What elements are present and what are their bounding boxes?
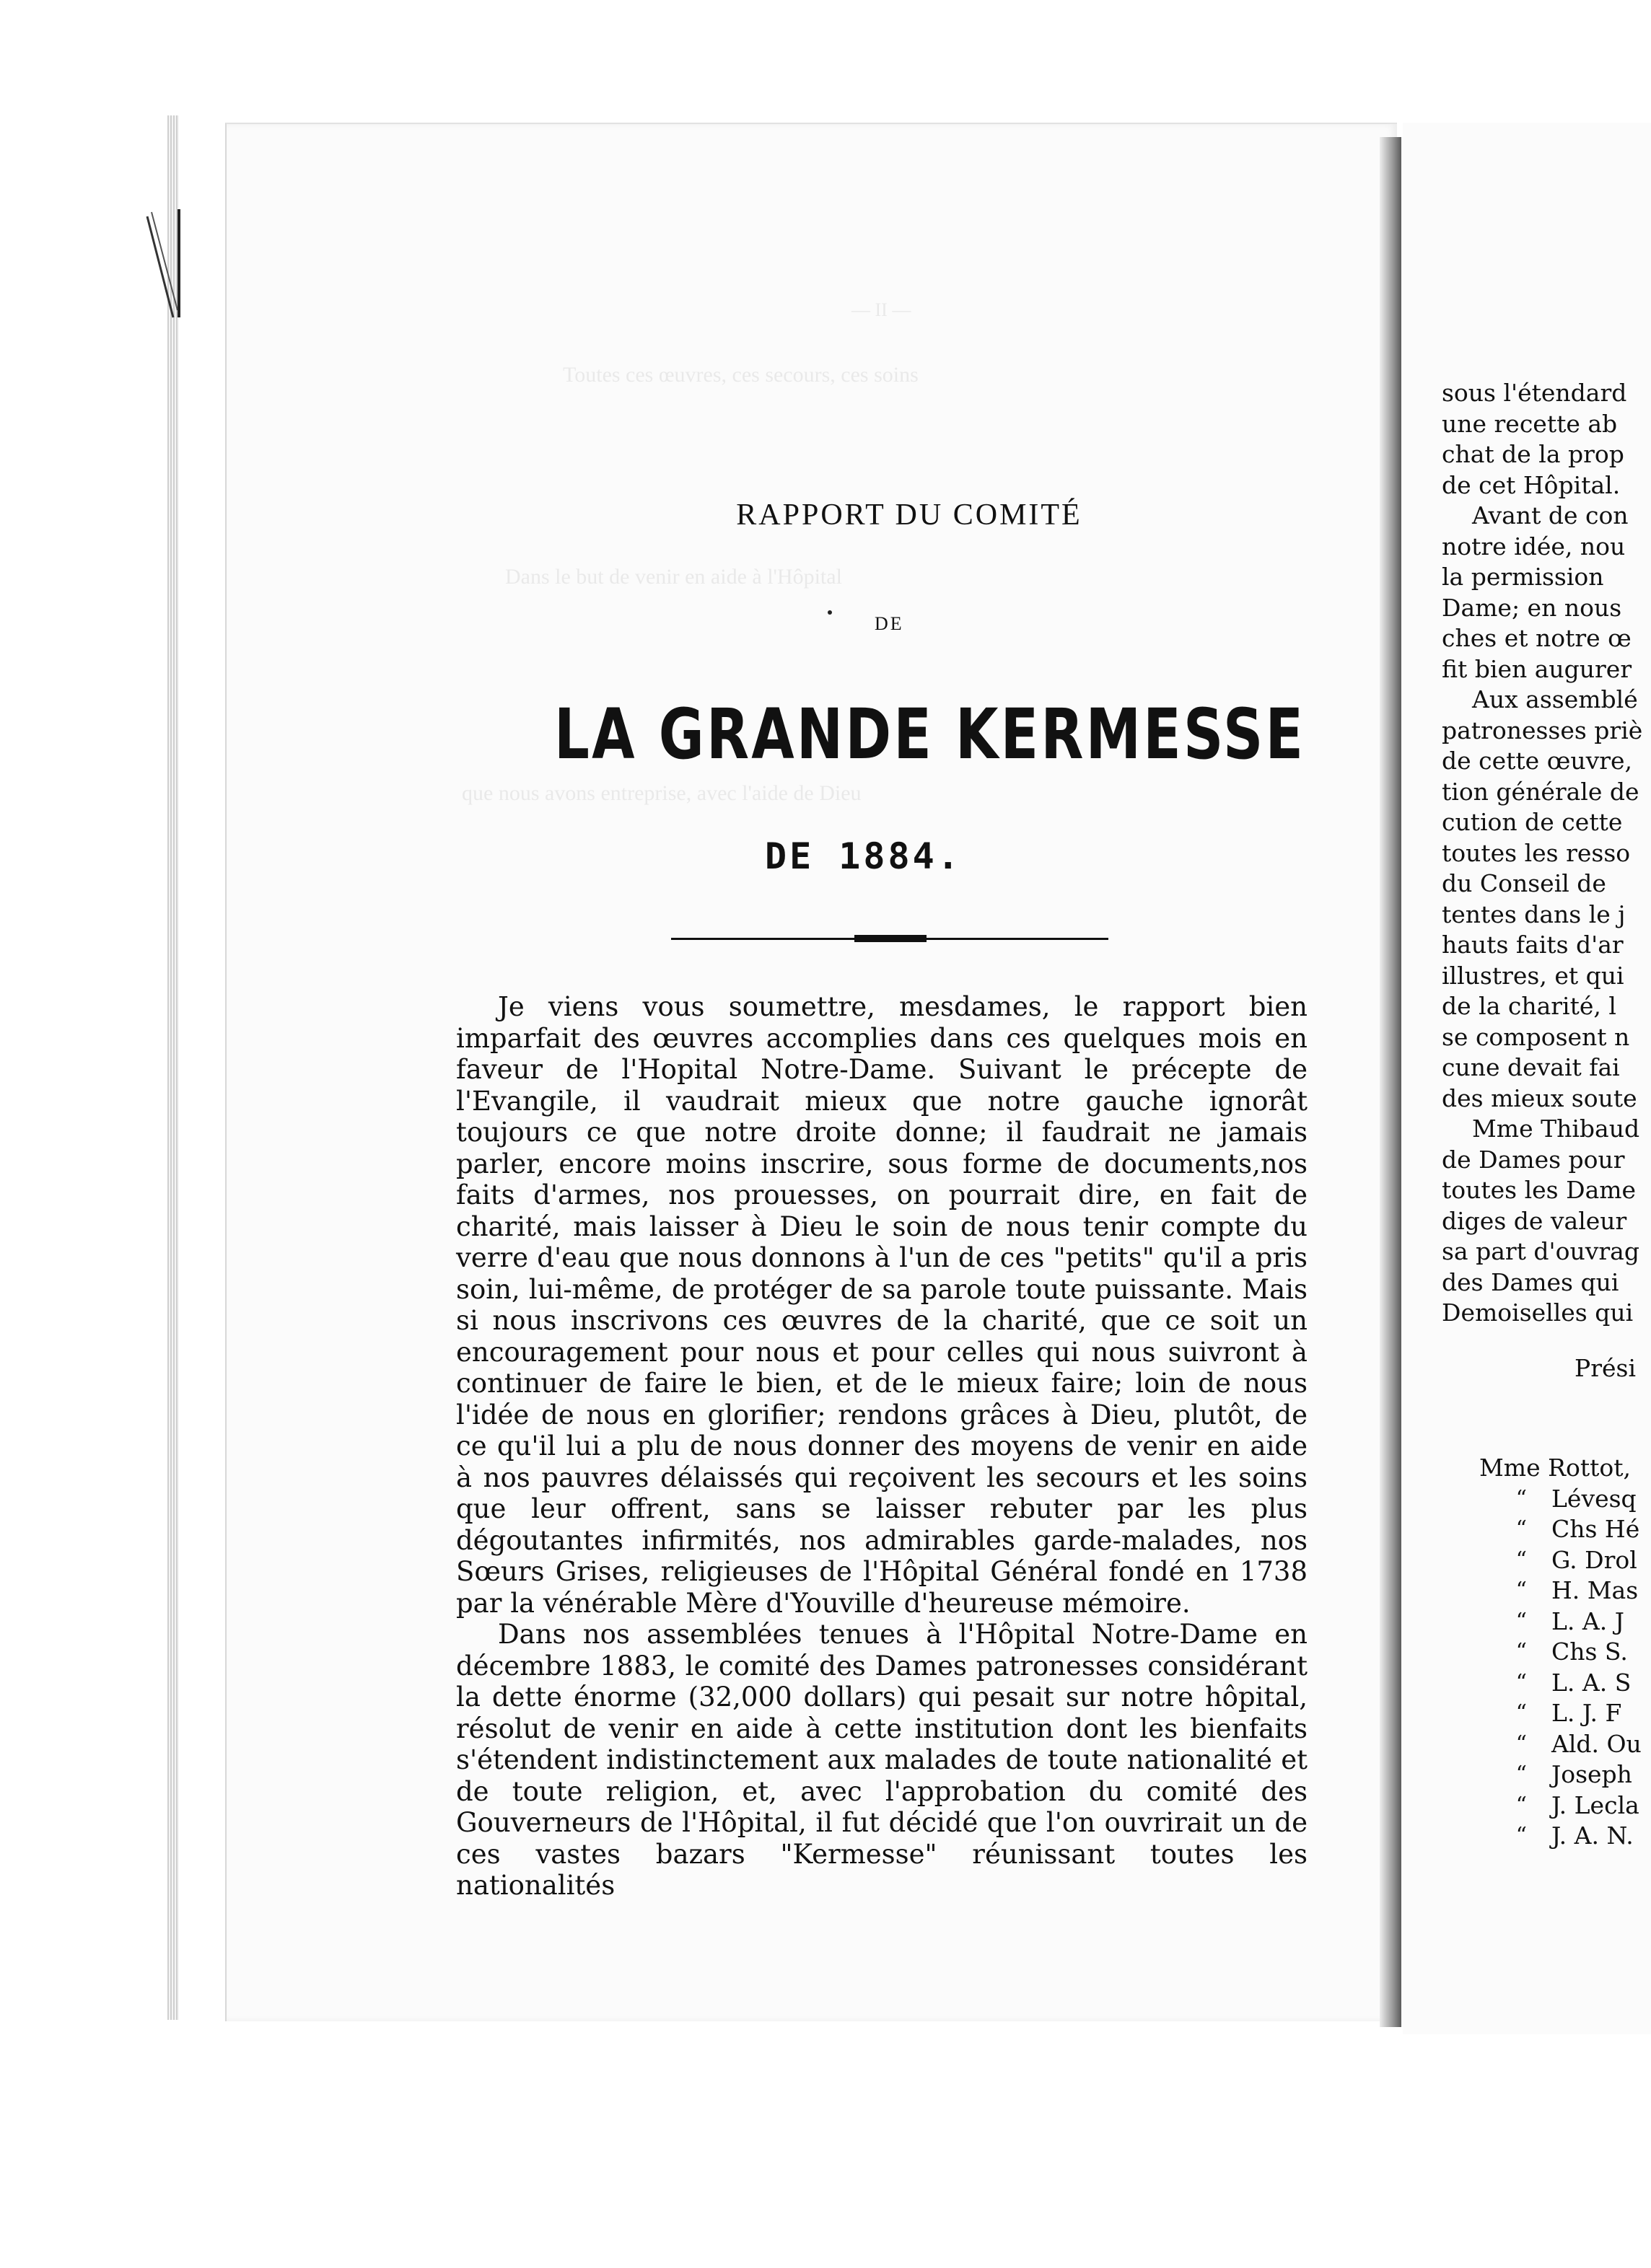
ditto-mark: “	[1515, 1700, 1527, 1726]
right-page-line: cution de cette	[1442, 808, 1623, 836]
list-item-name: L. A. S	[1551, 1668, 1632, 1697]
right-page-line: des mieux soute	[1442, 1084, 1637, 1112]
show-through-text: — II —	[851, 299, 911, 320]
right-page-line: se composent n	[1442, 1022, 1630, 1051]
list-item-name: H. Mas	[1551, 1576, 1639, 1604]
ditto-mark: “	[1515, 1578, 1527, 1603]
list-item-name: G. Drol	[1551, 1545, 1637, 1574]
book-gutter	[1380, 137, 1401, 2027]
right-page-line: de la charité, l	[1442, 992, 1616, 1020]
right-page-line: Dame; en nous	[1442, 593, 1622, 622]
mme-label: Mme Rottot,	[1479, 1454, 1631, 1482]
ornament-dot	[828, 610, 832, 615]
ditto-mark: “	[1515, 1731, 1527, 1757]
presidence-heading: Prési	[1575, 1353, 1636, 1382]
right-page-line: Avant de con	[1472, 501, 1629, 529]
ditto-mark: “	[1515, 1639, 1527, 1664]
page-subtitle: DE 1884.	[765, 835, 962, 877]
ditto-mark: “	[1515, 1762, 1527, 1787]
right-page-line: toutes les Dame	[1442, 1176, 1637, 1204]
right-page-line: du Conseil de	[1442, 869, 1606, 897]
list-item-name: Lévesq	[1551, 1484, 1637, 1513]
right-page-line: cune devait fai	[1442, 1053, 1620, 1081]
right-page-line: sous l'étendard	[1442, 379, 1627, 407]
list-item-name: Chs Hé	[1551, 1515, 1640, 1543]
list-item	[1505, 1637, 1651, 1668]
list-item	[1505, 1575, 1651, 1606]
right-page-line: illustres, et qui	[1442, 961, 1624, 990]
right-page-line: fit bien augurer	[1442, 654, 1632, 683]
report-heading: RAPPORT DU COMITÉ	[736, 498, 1082, 532]
list-item	[1505, 1821, 1651, 1852]
list-item-name: Chs S.	[1551, 1638, 1628, 1666]
list-item	[1505, 1729, 1651, 1760]
right-page-line: sa part d'ouvrag	[1442, 1237, 1639, 1265]
list-item	[1505, 1606, 1651, 1638]
show-through-text: Toutes ces œuvres, ces secours, ces soins	[563, 363, 919, 387]
right-page-line: tentes dans le j	[1442, 900, 1626, 928]
ditto-mark: “	[1515, 1792, 1527, 1818]
list-item-name: Ald. Ou	[1551, 1729, 1642, 1758]
list-item	[1505, 1484, 1651, 1515]
list-item-name: Joseph	[1551, 1760, 1632, 1788]
right-page-line: des Dames qui	[1442, 1267, 1619, 1296]
ditto-mark: “	[1515, 1823, 1527, 1848]
list-item	[1505, 1790, 1651, 1821]
list-item	[1505, 1514, 1651, 1545]
paragraph: Dans nos assemblées tenues à l'Hôpital Notre-Dame en décembre 1883, le comité des Dames patronesses considérant la dette énorme (32,000 dollars) qui pesait sur notre hôpital, résolut de venir en aide à cette institution dont les bienfaits s'étendent indistinctement aux malades de toute nationalité et de toute religion, et, avec l'approbation du comité des Gouverneurs de l'Hôpital, il fut décidé que l'on ouvrirait un de ces vastes bazars "Kermesse" réunissant toutes les nationalités	[456, 1619, 1308, 1901]
list-item-name: L. A. J	[1551, 1606, 1624, 1635]
right-page-line: de cette œuvre,	[1442, 747, 1633, 775]
right-page-line: chat de la prop	[1442, 440, 1624, 468]
list-item	[1505, 1698, 1651, 1729]
list-item	[1505, 1759, 1651, 1790]
right-page-line: une recette ab	[1442, 409, 1618, 438]
page-title: LA GRANDE KERMESSE	[554, 694, 1306, 775]
patroness-list	[1442, 1484, 1651, 1852]
right-page-text	[1442, 378, 1651, 1852]
book-page-edges	[167, 115, 179, 2020]
right-page-line: Mme Thibaud	[1472, 1115, 1640, 1143]
right-page-line: de cet Hôpital.	[1442, 470, 1621, 499]
ditto-mark: “	[1515, 1516, 1527, 1542]
ditto-mark: “	[1515, 1547, 1527, 1573]
list-item-name: L. J. F	[1551, 1699, 1622, 1727]
list-item	[1505, 1545, 1651, 1576]
ditto-mark: “	[1515, 1485, 1527, 1511]
right-page-line: ches et notre œ	[1442, 624, 1632, 652]
right-page-line: patronesses priè	[1442, 716, 1643, 744]
right-page-line: Demoiselles qui	[1442, 1298, 1634, 1327]
right-page-line: hauts faits d'ar	[1442, 931, 1624, 959]
bookmark-ribbon	[141, 209, 185, 325]
show-through-text: que nous avons entreprise, avec l'aide de Dieu	[462, 781, 862, 805]
right-page-line: diges de valeur	[1442, 1206, 1627, 1235]
right-page-line: Aux assemblé	[1472, 685, 1638, 713]
right-page-line: la permission	[1442, 563, 1604, 591]
heading-de: DE	[875, 613, 904, 634]
title-divider-accent	[854, 935, 927, 942]
right-page-line: de Dames pour	[1442, 1145, 1625, 1174]
right-page-lines	[1442, 378, 1651, 1329]
right-page-line: tion générale de	[1442, 777, 1639, 806]
ditto-mark: “	[1515, 1608, 1527, 1634]
right-page-line: notre idée, nou	[1442, 532, 1626, 561]
list-item-name: J. Lecla	[1551, 1790, 1639, 1819]
right-page-line: toutes les resso	[1442, 838, 1631, 867]
list-item	[1505, 1668, 1651, 1699]
show-through-text: Dans le but de venir en aide à l'Hôpital	[505, 565, 842, 589]
paragraph: Je viens vous soumettre, mesdames, le rapport bien imparfait des œuvres accomplies dans ces quelques mois en faveur de l'Hopital Notre-Dame. Suivant le précepte de l'Evangile, il vaudrait mieux que notre gauche ignorât toujours ce que notre droite donne; il faudrait ne jamais parler, encore moins inscrire, sous forme de documents,nos faits d'armes, nos prouesses, on pourrait dire, en fait de charité, mais laisser à Dieu le soin de nous tenir compte du verre d'eau que nous donnons à l'un de ces "petits" qu'il a pris soin, lui-même, de protéger de sa parole toute puissante. Mais si nous inscrivons ces œuvres de la charité, que ce soit un encouragement pour nous et pour celles qui nous suivront à continuer de faire le bien, et de le mieux faire; loin de nous l'idée de nous en glorifier; rendons grâces à Dieu, plutôt, de ce qu'il lui a plu de nous donner des moyens de venir en aide à nos pauvres délaissés qui reçoivent les secours et les soins que leur offrent, sans se laisser rebuter par les plus dégoutantes infirmités, nos admirables garde-malades, nos Sœurs Grises, religieuses de l'Hôpital Général fondé en 1738 par la vénérable Mère d'Youville d'heureuse mémoire.	[456, 991, 1308, 1619]
list-item-name: J. A. N.	[1551, 1821, 1634, 1850]
ditto-mark: “	[1515, 1669, 1527, 1695]
report-body	[456, 991, 1308, 1902]
